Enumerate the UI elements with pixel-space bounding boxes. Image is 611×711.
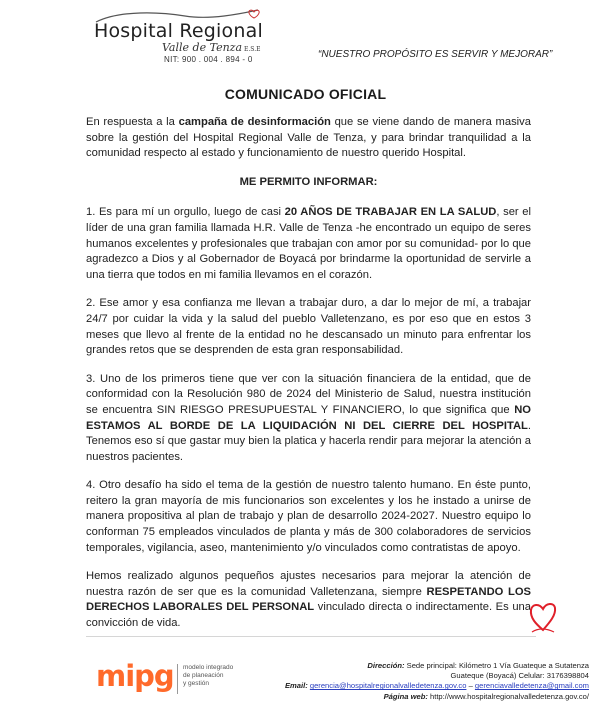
intro-paragraph [86, 115, 531, 162]
footer-divider [86, 636, 536, 637]
intro-text-a: En respuesta a la [86, 116, 179, 128]
email-label: Email: [284, 681, 308, 691]
web-label: Página web: [383, 691, 428, 701]
closing-text-a: Hemos realizado algunos pequeños ajustes necesarios para mejorar la atención de nuestra razón de ser que es la comunidad Valletenzana, siempre [86, 570, 531, 598]
p3-text-a: 3. Uno de los primeros tiene que ver con la situación financiera de la entidad, que de conformidad con la Resolución 980 de 2024 del Ministerio de Salud, nuestra institución se encuentra SIN RIESGO PRESUPUESTAL Y FINANCIERO, lo que significa que [86, 372, 531, 416]
closing-text-b: vinculado directa o indirectamente. Es una convicción de vida. [86, 601, 531, 630]
email-line [285, 681, 589, 691]
paragraph-1 [86, 205, 531, 283]
p3-bold: NO ESTAMOS AL BORDE DE LA LIQUIDACIÓN NI DEL CIERRE DEL HOSPITAL [86, 403, 531, 432]
hospital-logo [90, 8, 270, 68]
closing-bold: RESPETANDO LOS DERECHOS LABORALES DEL PERSONAL [86, 585, 532, 614]
logo-subname-text: Valle de Tenza [162, 41, 243, 54]
paragraph-2: 2. Ese amor y esa confianza me llevan a trabajar duro, a dar lo mejor de mí, a trabajar 24/7 por cuidar la vida y la salud del pueblo Valletenzano, es por eso que en estos 3 meses que llevo al frente de la entidad no he descansado un minuto para enfrentar los grandes retos que se desprenden de esta gran responsabilidad. [86, 297, 531, 357]
p1-text-b: , ser el líder de una gran familia llamada H.R. Valle de Tenza -he encontrado un equipo de seres humanos excelentes y profesionales que trabajan con amor por su comunidad- por lo que agradezco a Dios y al Gobernador de Boyacá por brindarme la oportunidad de servirle a una tierra que todos en mi familia llevamos en el corazón. [86, 206, 531, 281]
mipg-description [183, 664, 233, 688]
address-value: Sede principal: Kilómetro 1 Vía Guateque a Sutatenza [404, 661, 589, 670]
mipg-separator [177, 664, 178, 694]
logo-nit: NIT: 900 . 004 . 894 - 0 [164, 55, 253, 64]
web-line [285, 692, 589, 702]
address-line-2: Guateque (Boyacá) Celular: 3176398804 [450, 671, 589, 681]
intro-bold: campaña de desinformación [178, 116, 331, 128]
email-link-1[interactable]: gerencia@hospitalregionalvalledetenza.gov.co [309, 681, 467, 691]
closing-paragraph [86, 569, 531, 631]
paragraph-4: 4. Otro desafío ha sido el tema de la gestión de nuestro talento humano. En éste punto, reitero la gran mayoría de mis funcionarios son excelentes y los he instado a unirse de manera propositiva al plan de trabajo y plan de desarrollo 2024-2027. Nuestro equipo lo conforman 75 empleados vinculados de planta y más de 300 colaboradores de servicios temporales, vigilancia, aseo, mantenimiento y/o vinculados como contratistas de apoyo. [86, 479, 531, 554]
section-subtitle: ME PERMITO INFORMAR: [239, 175, 378, 188]
document-title: COMUNICADO OFICIAL [224, 86, 387, 102]
mipg-line-3: y gestión [183, 680, 210, 687]
paragraph-3 [86, 372, 531, 466]
document-body [86, 115, 531, 645]
logo-hospital-name: Hospital Regional [94, 20, 263, 42]
address-line [285, 661, 589, 671]
web-link[interactable]: http://www.hospitalregionalvalledetenza.gov.co/ [427, 691, 589, 701]
p1-bold: 20 AÑOS DE TRABAJAR EN LA SALUD [284, 206, 497, 219]
email-separator: – [466, 681, 475, 691]
mipg-line-1: modelo integrado [183, 664, 234, 671]
address-label: Dirección: [367, 661, 405, 670]
p1-text-a: 1. Es para mí un orgullo, luego de casi [86, 206, 285, 219]
logo-subname [162, 41, 261, 54]
logo-suffix: E.S.E [244, 46, 261, 53]
p3-text-b: . Tenemos eso sí que gastar muy bien la platica y hacerla rendir para mejorar la atención a nuestros pacientes. [86, 419, 531, 463]
mipg-logo: mipg [96, 659, 174, 693]
email-link-2[interactable]: gerenciavalledetenza@gmail.com [474, 681, 589, 691]
mipg-line-2: de planeación [183, 672, 224, 679]
heart-icon [528, 596, 558, 636]
intro-text-b: que se viene dando de manera masiva sobre la gestión del Hospital Regional Valle de Tenza, y para brindar tranquilidad a la comunidad respecto al estado y funcionamiento de nuestro querido Hospital. [86, 116, 531, 160]
slogan: “NUESTRO PROPÓSITO ES SERVIR Y MEJORAR” [318, 49, 553, 60]
footer-contact [285, 661, 589, 702]
